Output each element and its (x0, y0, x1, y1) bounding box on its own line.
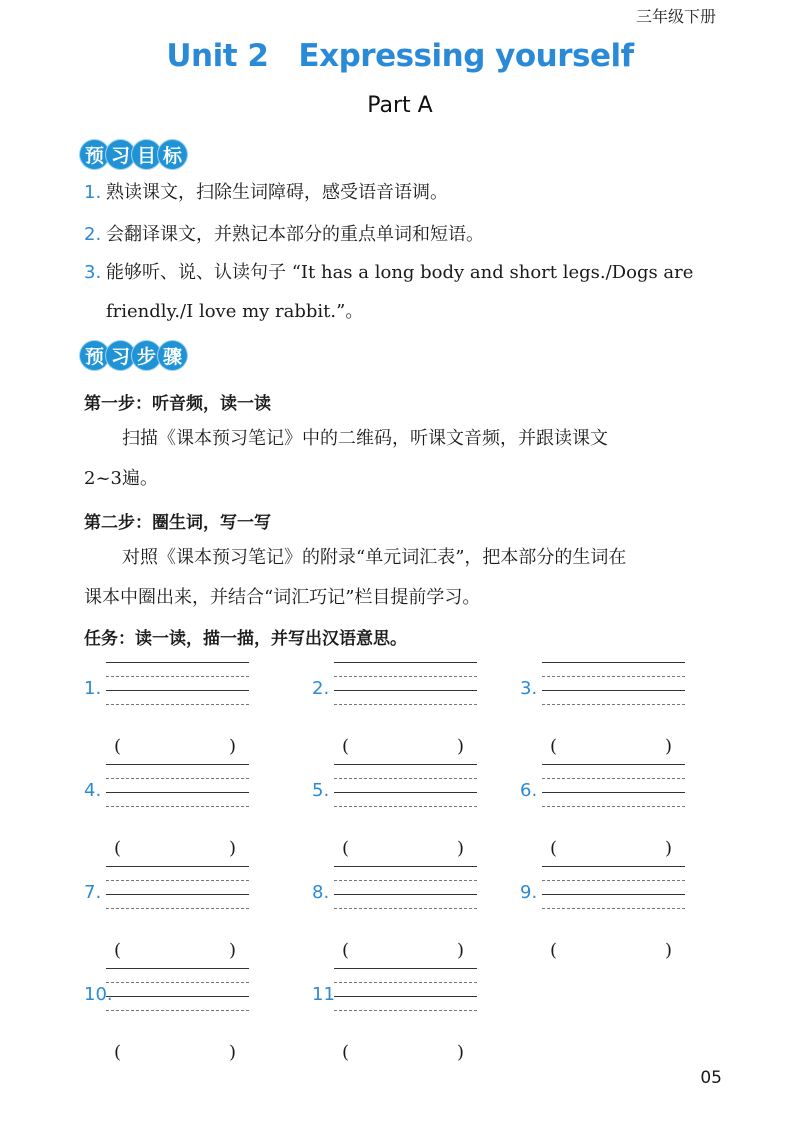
writing-line (542, 676, 685, 677)
paren-close: ) (664, 838, 672, 859)
writing-line (542, 704, 685, 705)
writing-line (334, 806, 477, 807)
exercise-item (84, 764, 284, 864)
answer-blank[interactable] (342, 838, 464, 859)
writing-line (106, 982, 249, 983)
exercise-number: 10. (84, 984, 113, 1005)
writing-line (334, 778, 477, 779)
answer-blank[interactable] (114, 736, 236, 757)
paren-close: ) (456, 736, 464, 757)
goal-number: 1. (84, 182, 102, 203)
section-badge-steps (80, 341, 184, 370)
writing-line (106, 662, 249, 663)
badge-char: 步 (132, 341, 161, 370)
writing-line (334, 880, 477, 881)
step1-text: 扫描《课本预习笔记》中的二维码，听课文音频，并跟读课文 (122, 428, 608, 449)
exercise-number: 11 (312, 984, 335, 1005)
task-instruction: 任务：读一读，描一描，并写出汉语意思。 (84, 629, 407, 649)
answer-blank[interactable] (342, 736, 464, 757)
goal-text: 熟读课文，扫除生词障碍，感受语音语调。 (106, 182, 448, 203)
goal-text: 会翻译课文，并熟记本部分的重点单词和短语。 (106, 224, 484, 245)
exercise-item (312, 866, 512, 966)
step2-text-cont: 课本中圈出来，并结合“词汇巧记”栏目提前学习。 (84, 587, 481, 608)
exercise-item (84, 968, 284, 1068)
writing-line (542, 662, 685, 663)
writing-line (106, 968, 249, 969)
exercise-item (520, 764, 720, 864)
writing-line (334, 704, 477, 705)
unit-title (0, 38, 800, 74)
writing-line (106, 806, 249, 807)
writing-line (542, 764, 685, 765)
writing-line (106, 1010, 249, 1011)
goal-item-3-continued: friendly./I love my rabbit.”。 (106, 301, 364, 322)
writing-line (106, 690, 249, 691)
exercise-number: 8. (312, 882, 330, 903)
paren-close: ) (228, 940, 236, 961)
badge-char: 骤 (158, 341, 187, 370)
answer-blank[interactable] (114, 838, 236, 859)
paren-open: ( (114, 838, 122, 859)
exercise-item (84, 866, 284, 966)
writing-line (334, 792, 477, 793)
writing-line (106, 880, 249, 881)
section-badge-goals (80, 140, 184, 169)
goal-number: 2. (84, 224, 102, 245)
badge-char: 习 (106, 140, 135, 169)
badge-char: 目 (132, 140, 161, 169)
exercise-item (312, 764, 512, 864)
goal-item-1 (84, 181, 448, 205)
writing-line (106, 996, 249, 997)
exercise-item (84, 662, 284, 762)
writing-line (542, 866, 685, 867)
answer-blank[interactable] (342, 940, 464, 961)
paren-open: ( (114, 736, 122, 757)
badge-char: 预 (80, 341, 109, 370)
unit-number: Unit 2 (166, 38, 269, 74)
paren-open: ( (342, 838, 350, 859)
unit-topic: Expressing yourself (298, 38, 634, 74)
paren-close: ) (664, 736, 672, 757)
writing-line (334, 690, 477, 691)
answer-blank[interactable] (342, 1042, 464, 1063)
writing-line (334, 968, 477, 969)
writing-line (334, 676, 477, 677)
writing-line (542, 792, 685, 793)
exercise-item (312, 968, 512, 1068)
writing-line (334, 908, 477, 909)
paren-open: ( (342, 736, 350, 757)
writing-line (106, 704, 249, 705)
exercise-number: 9. (520, 882, 538, 903)
paren-open: ( (550, 736, 558, 757)
exercise-item (520, 662, 720, 762)
answer-blank[interactable] (114, 1042, 236, 1063)
goal-item-3 (84, 261, 693, 285)
writing-line (542, 806, 685, 807)
writing-line (106, 778, 249, 779)
writing-line (334, 764, 477, 765)
paren-open: ( (550, 838, 558, 859)
step2-title: 第二步：圈生词，写一写 (84, 513, 271, 533)
paren-open: ( (342, 940, 350, 961)
exercise-number: 1. (84, 678, 102, 699)
paren-close: ) (664, 940, 672, 961)
paren-close: ) (456, 838, 464, 859)
exercise-number: 6. (520, 780, 538, 801)
paren-open: ( (550, 940, 558, 961)
exercise-number: 2. (312, 678, 330, 699)
exercise-number: 3. (520, 678, 538, 699)
exercise-item (520, 866, 720, 966)
step2-text: 对照《课本预习笔记》的附录“单元词汇表”，把本部分的生词在 (122, 547, 627, 568)
answer-blank[interactable] (550, 940, 672, 961)
writing-line (334, 996, 477, 997)
writing-line (542, 690, 685, 691)
writing-line (106, 866, 249, 867)
writing-line (334, 982, 477, 983)
writing-line (106, 894, 249, 895)
answer-blank[interactable] (550, 838, 672, 859)
page-number: 05 (700, 1068, 722, 1088)
goal-text: 能够听、说、认读句子 “It has a long body and short legs./Dogs are (106, 262, 694, 283)
paren-close: ) (456, 940, 464, 961)
writing-line (542, 880, 685, 881)
paren-open: ( (114, 1042, 122, 1063)
goal-number: 3. (84, 262, 102, 283)
badge-char: 预 (80, 140, 109, 169)
writing-line (334, 894, 477, 895)
paren-close: ) (228, 1042, 236, 1063)
writing-line (106, 792, 249, 793)
exercise-number: 4. (84, 780, 102, 801)
writing-line (334, 662, 477, 663)
goal-item-2 (84, 223, 484, 247)
paren-close: ) (228, 838, 236, 859)
exercise-number: 7. (84, 882, 102, 903)
paren-close: ) (456, 1042, 464, 1063)
answer-blank[interactable] (550, 736, 672, 757)
step1-text-cont: 2~3遍。 (84, 468, 158, 489)
badge-char: 标 (158, 140, 187, 169)
exercise-number: 5. (312, 780, 330, 801)
writing-line (334, 1010, 477, 1011)
writing-line (542, 894, 685, 895)
writing-line (106, 676, 249, 677)
exercise-item (312, 662, 512, 762)
answer-blank[interactable] (114, 940, 236, 961)
writing-line (106, 764, 249, 765)
part-title: Part A (367, 93, 433, 118)
paren-open: ( (342, 1042, 350, 1063)
badge-char: 习 (106, 341, 135, 370)
writing-line (334, 866, 477, 867)
writing-line (106, 908, 249, 909)
writing-line (542, 908, 685, 909)
paren-close: ) (228, 736, 236, 757)
paren-open: ( (114, 940, 122, 961)
step1-title: 第一步：听音频，读一读 (84, 394, 271, 414)
grade-label: 三年级下册 (635, 7, 716, 26)
writing-line (542, 778, 685, 779)
